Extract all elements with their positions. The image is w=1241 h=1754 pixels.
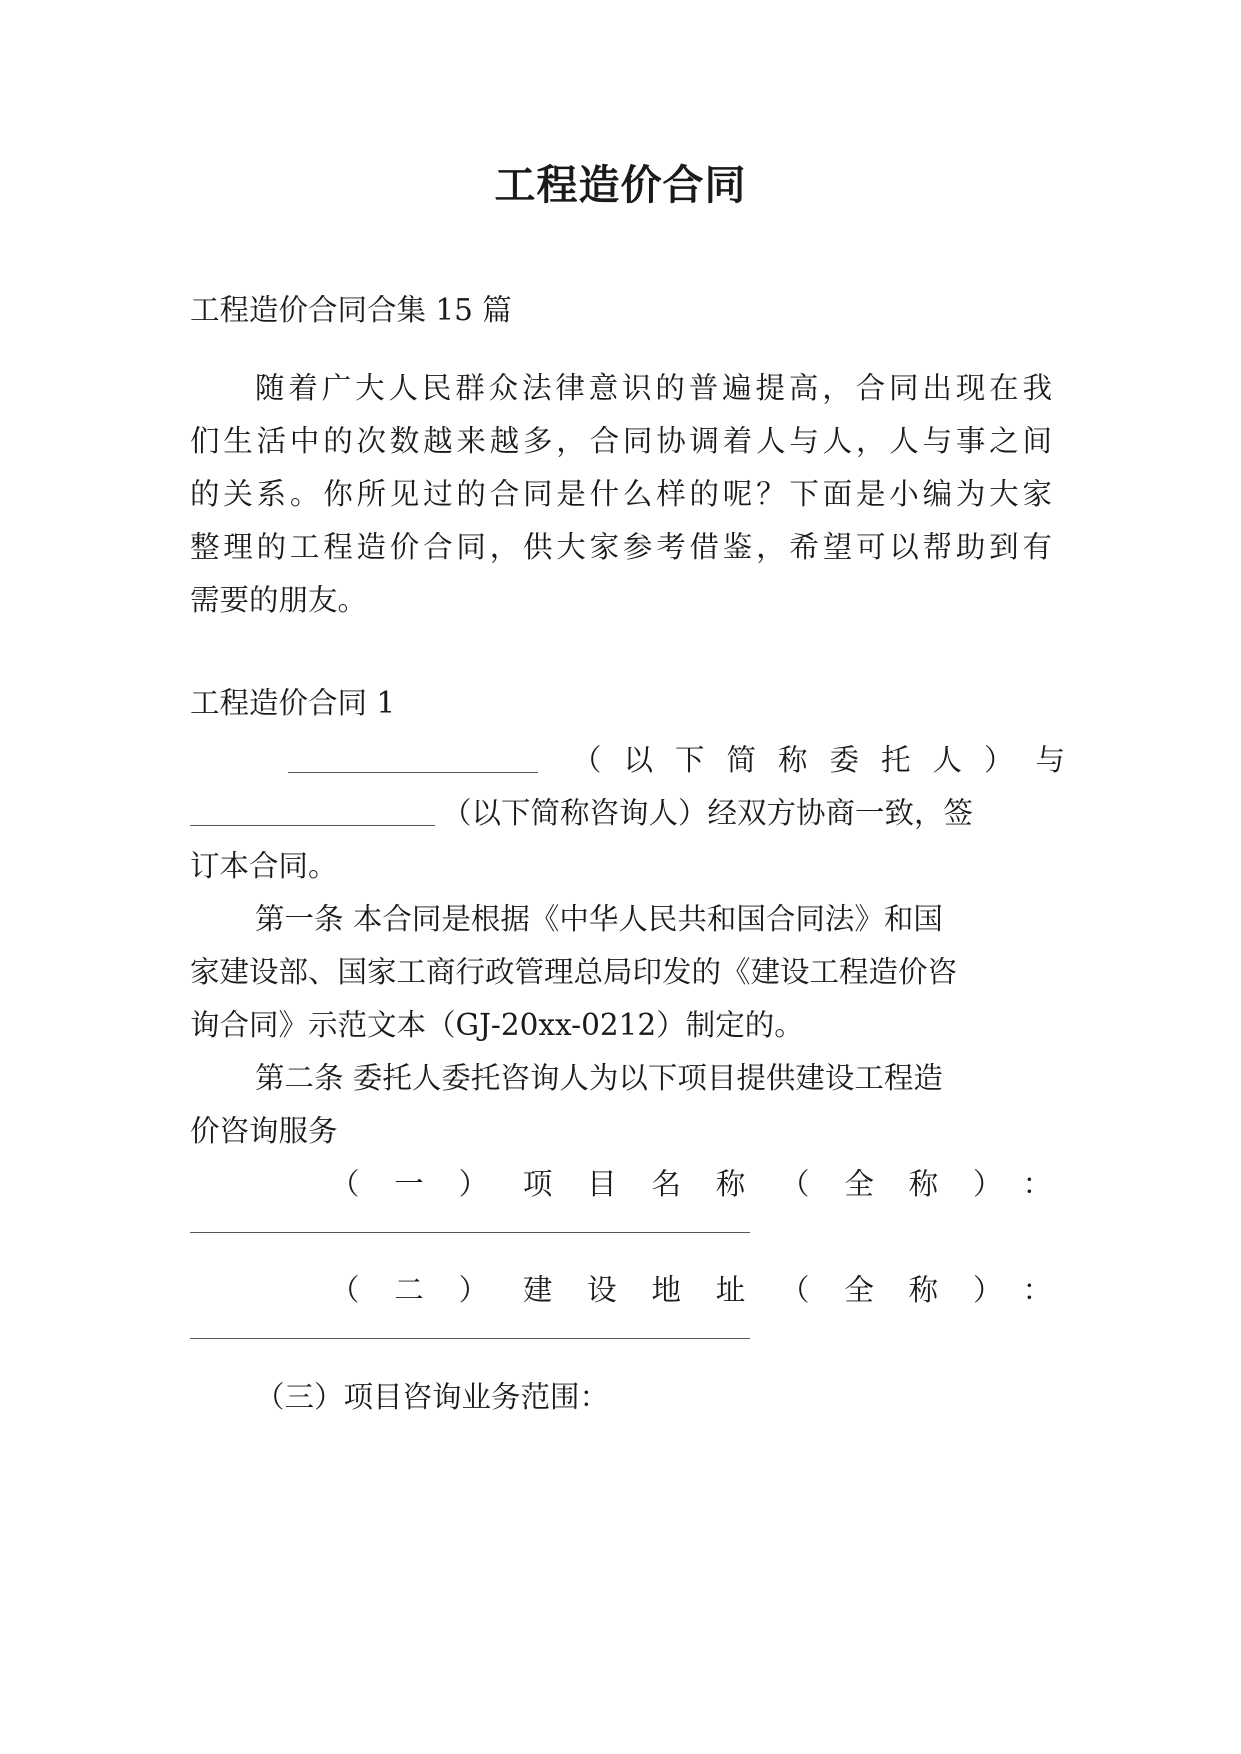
- party-line-1: （以下简称委托人）与: [572, 743, 1088, 777]
- intro-line-2: 们生活中的次数越来越多，合同协调着人与人，人与事之间: [190, 424, 1052, 458]
- party-line-2: （以下简称咨询人）经双方协商一致，签: [442, 796, 974, 830]
- article2-line-1: 第二条 委托人委托咨询人为以下项目提供建设工程造: [255, 1061, 943, 1095]
- document-subtitle: 工程造价合同合集 15 篇: [190, 293, 512, 327]
- item-construction-address: （二）建设地址（全称）：: [330, 1273, 1052, 1307]
- intro-line-1: 随着广大人民群众法律意识的普遍提高，合同出现在我: [255, 371, 1052, 405]
- article1-line-3: 询合同》示范文本（GJ-20xx-0212）制定的。: [190, 1008, 804, 1042]
- intro-line-3: 的关系。你所见过的合同是什么样的呢？下面是小编为大家: [190, 477, 1052, 511]
- construction-address-blank: [190, 1338, 750, 1339]
- contract-heading: 工程造价合同 1: [190, 686, 396, 720]
- item-project-name: （一）项目名称（全称）：: [330, 1167, 1052, 1201]
- consultant-name-blank: [190, 799, 435, 826]
- item-consulting-scope: （三）项目咨询业务范围：: [255, 1380, 610, 1414]
- document-title: 工程造价合同: [494, 161, 747, 209]
- party-line-3: 订本合同。: [190, 849, 338, 883]
- article2-line-2: 价咨询服务: [190, 1114, 338, 1148]
- client-name-blank: [288, 746, 538, 773]
- article1-line-1: 第一条 本合同是根据《中华人民共和国合同法》和国: [255, 902, 943, 936]
- intro-line-5: 需要的朋友。: [190, 583, 368, 617]
- intro-line-4: 整理的工程造价合同，供大家参考借鉴，希望可以帮助到有: [190, 530, 1052, 564]
- project-name-blank: [190, 1232, 750, 1233]
- article1-line-2: 家建设部、国家工商行政管理总局印发的《建设工程造价咨: [190, 955, 958, 989]
